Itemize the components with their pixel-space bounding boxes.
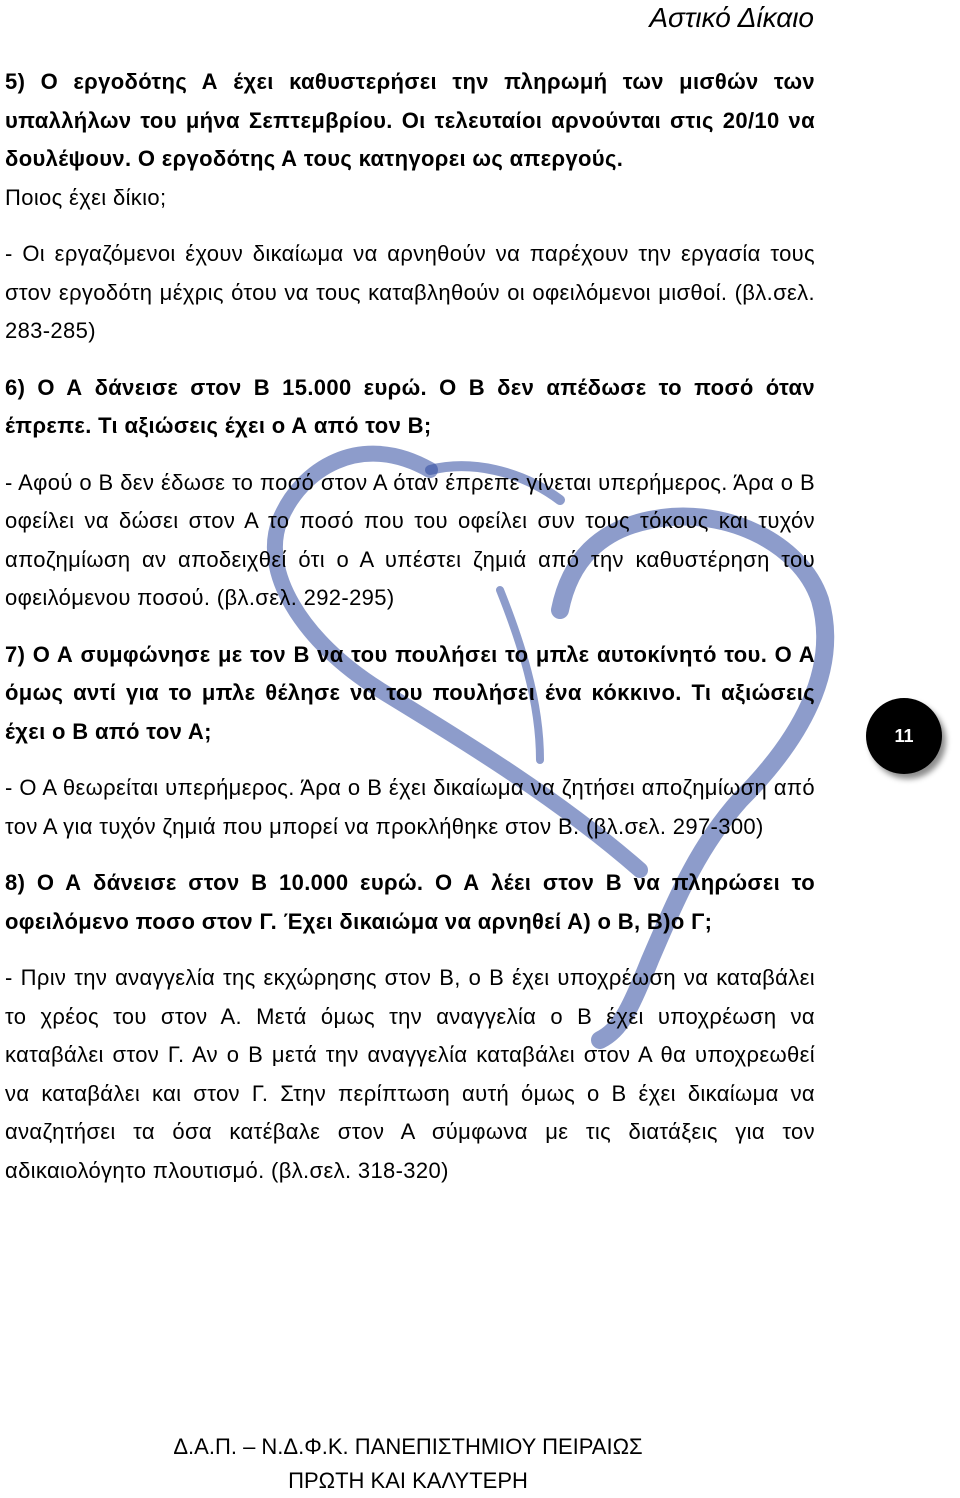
- answer-5: - Οι εργαζόμενοι έχουν δικαίωμα να αρνηθούν να παρέχουν την εργασία τους στον εργοδότη μέχρις ότου να τους καταβληθούν οι οφειλόμενοι μισθοί. (βλ.σελ. 283-285): [5, 241, 815, 343]
- question-6: 6) Ο Α δάνεισε στον Β 15.000 ευρώ. Ο Β δεν απέδωσε το ποσό όταν έπρεπε. Τι αξιώσεις έχει ο Α από τον Β;: [5, 374, 815, 438]
- question-7: 7) Ο Α συμφώνησε με τον Β να του πουλήσει το μπλε αυτοκίνητό του. Ο Α όμως αντί για το μπλε θέλησε να του πουλήσει ένα κόκκινο. Τι αξιώσεις έχει ο Β από τον Α;: [5, 641, 815, 744]
- question-8: 8) Ο Α δάνεισε στον Β 10.000 ευρώ. Ο Α λέει στον Β να πληρώσει το οφειλόμενο ποσο στον Γ. Έχει δικαιώμα να αρνηθεί Α) ο Β, Β)ο Γ;: [5, 870, 815, 934]
- answer-7: - Ο Α θεωρείται υπερήμερος. Άρα ο Β έχει δικαίωμα να ζητήσει αποζημίωση από τον Α για τυχόν ζημιά που μπορεί να προκλήθηκε στον Β. (βλ.σελ. 297-300): [5, 775, 815, 839]
- page-header-title: Αστικό Δίκαιο: [649, 2, 814, 33]
- footer-line-1: Δ.Α.Π. – Ν.Δ.Φ.Κ. ΠΑΝΕΠΙΣΤΗΜΙΟΥ ΠΕΙΡΑΙΩΣ: [173, 1434, 643, 1459]
- question-5: 5) Ο εργοδότης Α έχει καθυστερήσει την πληρωμή των μισθών των υπαλλήλων του μήνα Σεπτεμβρίου. Οι τελευταίοι αρνούνται στις 20/10 να δουλέψουν. Ο εργοδότης Α τους κατηγορει ως απεργούς. Ποιος έχει δίκιο;: [5, 69, 815, 210]
- answer-8: - Πριν την αναγγελία της εκχώρησης στον Β, ο Β έχει υποχρέωση να καταβάλει το χρέος του στον Α. Μετά όμως την αναγγελία ο Β έχει υποχρέωση να καταβάλει στον Γ. Αν ο Β μετά την αναγγελία καταβάλει στον Α θα υποχρεωθεί να καταβάλει και στον Γ. Στην περίπτωση αυτή όμως ο Β έχει δικαίωμα να αναζητήσει τα όσα κατέβαλε στον Α σύμφωνα με τις διατάξεις για τον αδικαιολόγητο πλουτισμό. (βλ.σελ. 318-320): [5, 965, 815, 1183]
- page-number-badge: 11: [866, 698, 942, 774]
- answer-6: - Αφού ο Β δεν έδωσε το ποσό στον Α όταν έπρεπε γίνεται υπερήμερος. Άρα ο Β οφείλει να δώσει στον Α το ποσό που του οφείλει συν τους τόκους και τυχόν αποζημίωση αν αποδειχθεί ότι ο Α υπέστει ζημιά από την καθυστέρηση του οφειλόμενου ποσού. (βλ.σελ. 292-295): [5, 469, 815, 610]
- document-body: [5, 63, 815, 1208]
- footer-line-2: ΠΡΩΤΗ ΚΑΙ ΚΑΛΥΤΕΡΗ: [288, 1468, 528, 1493]
- page-footer: [0, 1430, 816, 1498]
- question-5-tail: Ποιος έχει δίκιο;: [5, 184, 167, 210]
